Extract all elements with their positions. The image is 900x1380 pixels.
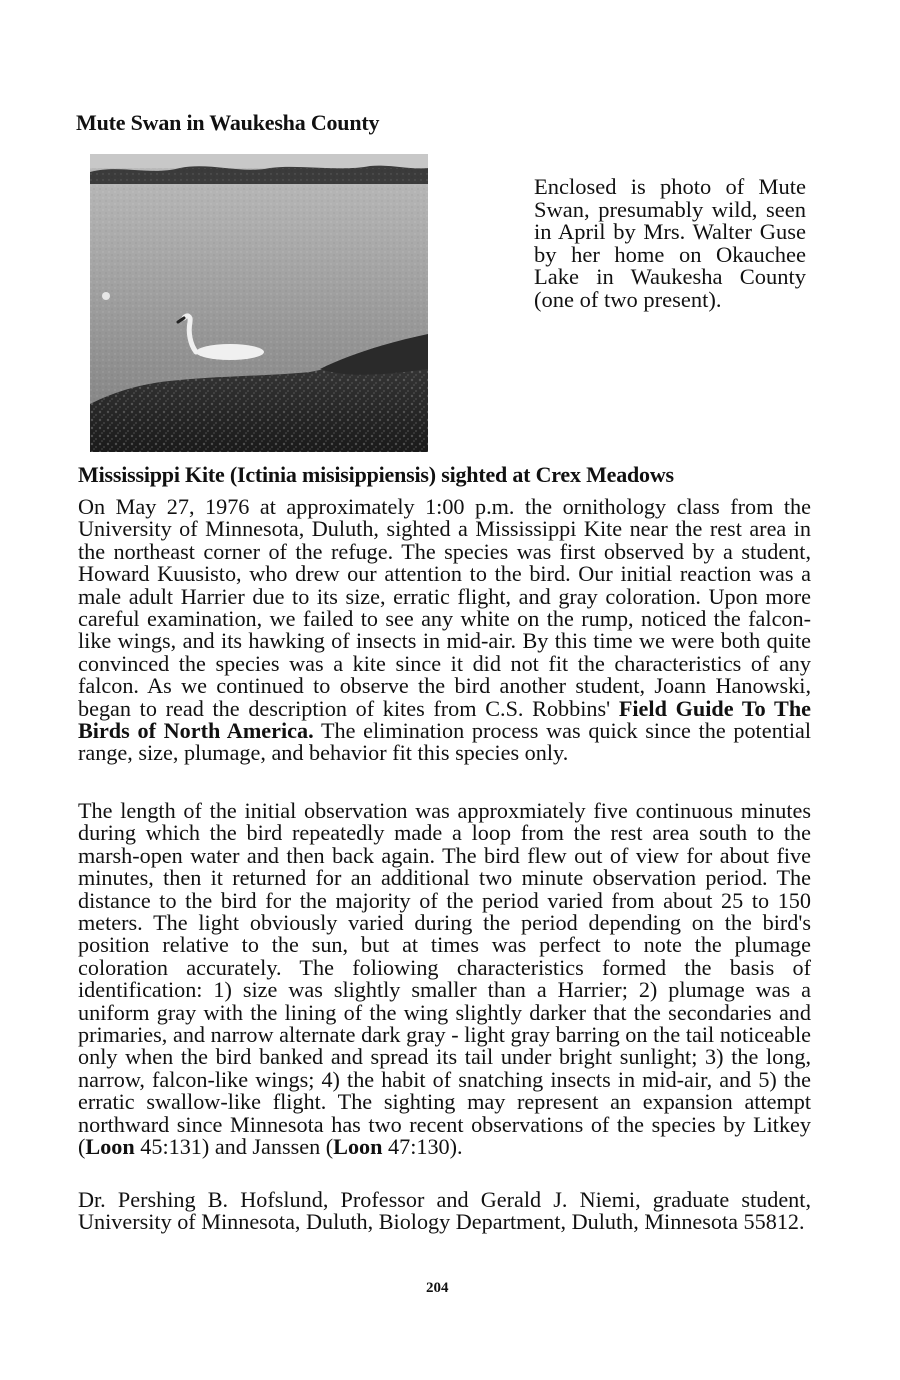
mississippi-kite-heading: Mississippi Kite (Ictinia misisippiensis) sighted at Crex Meadows <box>78 462 674 487</box>
swan-photo-image <box>90 154 428 452</box>
paragraph-1-text-b: The elimination process was quick since the potential range, size, plumage, and behavior fit this species only. <box>78 718 812 766</box>
mute-swan-photo <box>90 154 428 452</box>
paragraph-2-text-b: 45:131) and Janssen ( <box>134 1134 334 1160</box>
paragraph-observation <box>78 496 811 765</box>
paragraph-2-text-c: 47:130). <box>382 1134 463 1160</box>
loon-reference-2: Loon <box>333 1134 383 1160</box>
paragraph-1-text-a: On May 27, 1976 at approximately 1:00 p.m. the ornithology class from the University of Minnesota, Duluth, sighted a Mississippi Kite near the rest area in the northeast corner of the refuge. The species was first observed by a student, Howard Kuusisto, who drew our attention to the bird. Our initial reaction was a male adult Harrier due to its size, erratic flight, and gray coloration. Upon more careful examination, we failed to see any white on the rump, noticed the falcon-like wings, and its hawking of insects in mid-air. By this time we were both quite convinced the species was a kite since it did not fit the characteristics of any falcon. As we continued to observe the bird another student, Joann Hanowski, began to read the description of kites from C.S. Robbins' <box>78 494 811 721</box>
paragraph-identification <box>78 800 811 1159</box>
paragraph-2-text-a: The length of the initial observation was approxmiately five continuous minutes during which the bird repeatedly made a loop from the rest area south to the marsh-open water and then back again. The bird flew out of view for about five minutes, then it returned for an additional two minute observation period. The distance to the bird for the majority of the period varied from about 25 to 150 meters. The light obviously varied during the period depending on the bird's position relative to the sun, but at times was perfect to note the plumage coloration accurately. The foliowing characteristics formed the basis of identification: 1) size was slightly smaller than a Harrier; 2) plumage was a uniform gray with the lining of the wing slightly darker that the secondaries and primaries, and narrow alternate dark gray - light gray barring on the tail noticeable only when the bird banked and spread its tail under bright sunlight; 3) the long, narrow, falcon-like wings; 4) the habit of snatching insects in mid-air, and 5) the erratic swallow-like flight. The sighting may represent an expansion attempt northward since Minnesota has two recent observations of the species by Litkey ( <box>78 798 811 1160</box>
photo-caption: Enclosed is photo of Mute Swan, presumably wild, seen in April by Mrs. Walter Guse by her home on Okauchee Lake in Waukesha County (one of two present). <box>534 174 806 312</box>
field-guide-title: Field Guide To The Birds of North America. <box>78 695 812 744</box>
mute-swan-heading: Mute Swan in Waukesha County <box>76 110 380 135</box>
loon-reference-1: Loon <box>85 1134 135 1160</box>
author-credits: Dr. Pershing B. Hofslund, Professor and Gerald J. Niemi, graduate student, University of Minnesota, Duluth, Biology Department, Duluth, Minnesota 55812. <box>78 1187 811 1235</box>
page-number: 204 <box>426 1280 449 1296</box>
